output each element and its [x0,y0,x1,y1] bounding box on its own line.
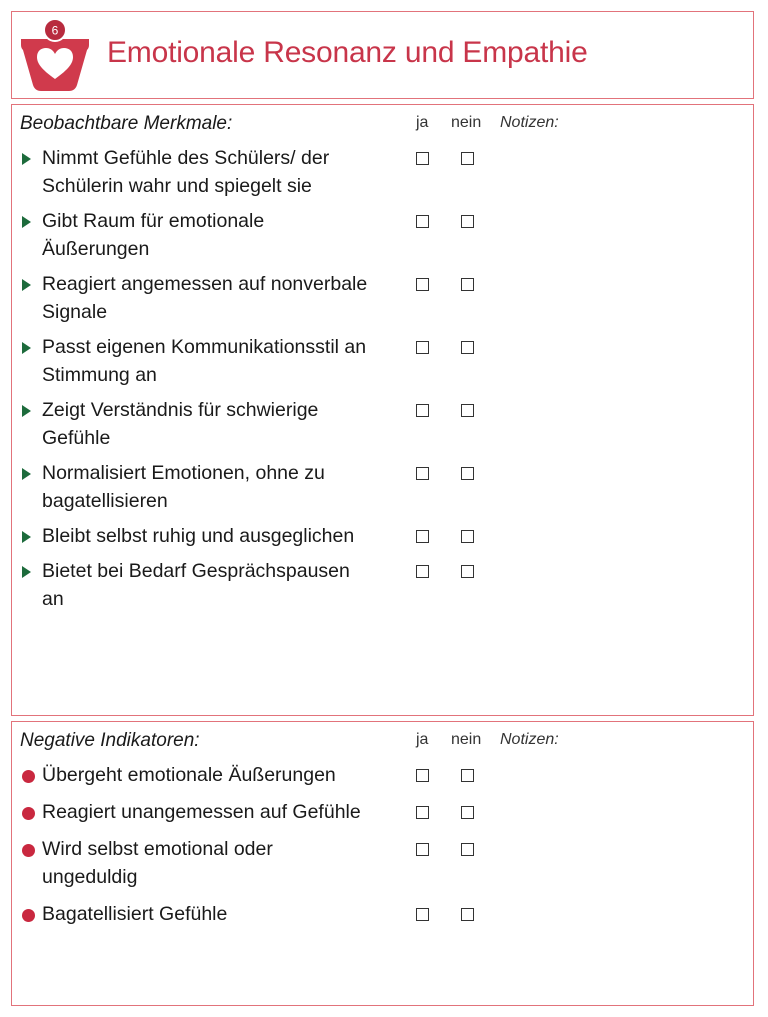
column-ja: ja [416,114,429,131]
no-checkbox[interactable] [461,530,474,543]
list-item-line: Reagiert angemessen auf nonverbale [42,273,368,295]
no-checkbox[interactable] [461,278,474,291]
negative-section-title: Negative Indikatoren: [20,730,200,751]
yes-checkbox[interactable] [416,341,429,354]
yes-checkbox[interactable] [416,404,429,417]
yes-checkbox[interactable] [416,565,429,578]
list-item-line: Passt eigenen Kommunikationsstil an [42,336,367,358]
column-ja: ja [416,731,429,748]
no-checkbox[interactable] [461,565,474,578]
red-dot-icon [22,844,35,857]
column-nein: nein [451,114,482,131]
list-item-text [42,900,227,928]
list-item-text [42,333,366,389]
list-item-text [42,835,273,891]
list-item-text [42,459,325,515]
section-number: 6 [51,23,59,38]
list-item-text [42,144,329,200]
no-checkbox[interactable] [461,152,474,165]
list-item-line: ungeduldig [42,866,138,888]
yes-checkbox[interactable] [416,278,429,291]
yes-checkbox[interactable] [416,908,429,921]
list-item-line: an [42,588,64,610]
list-item-text [42,557,350,613]
no-checkbox[interactable] [461,404,474,417]
list-item-line: Bietet bei Bedarf Gesprächspausen [42,560,350,582]
page-title: Emotionale Resonanz und Empathie [107,36,588,69]
column-nein: nein [451,731,482,748]
no-checkbox[interactable] [461,467,474,480]
no-checkbox[interactable] [461,908,474,921]
yes-checkbox[interactable] [416,530,429,543]
no-checkbox[interactable] [461,215,474,228]
list-item-line: Äußerungen [42,238,150,260]
green-triangle-icon [22,566,31,578]
no-checkbox[interactable] [461,843,474,856]
no-checkbox[interactable] [461,806,474,819]
list-item-text [42,270,367,326]
list-item-line: Übergeht emotionale Äußerungen [42,764,336,786]
green-triangle-icon [22,405,31,417]
list-item-text [42,522,354,550]
green-triangle-icon [22,468,31,480]
yes-checkbox[interactable] [416,467,429,480]
list-item-line: Signale [42,301,108,323]
no-checkbox[interactable] [461,341,474,354]
green-triangle-icon [22,216,31,228]
list-item-line: Normalisiert Emotionen, ohne zu [42,462,325,484]
positive-section-title: Beobachtbare Merkmale: [20,113,233,134]
green-triangle-icon [22,531,31,543]
green-triangle-icon [22,153,31,165]
list-item-line: bagatellisieren [42,490,168,512]
list-item-line: Schülerin wahr und spiegelt sie [42,175,312,197]
list-item-text [42,798,361,826]
list-item-text [42,207,264,263]
red-dot-icon [22,909,35,922]
list-item-line: Nimmt Gefühle des Schülers/ der [42,147,330,169]
red-dot-icon [22,807,35,820]
list-item-line: Bagatellisiert Gefühle [42,903,228,925]
list-item-line: Zeigt Verständnis für schwierige [42,399,319,421]
list-item-line: Bleibt selbst ruhig und ausgeglichen [42,525,355,547]
no-checkbox[interactable] [461,769,474,782]
list-item-line: Reagiert unangemessen auf Gefühle [42,801,361,823]
list-item-line: Stimmung an [42,364,157,386]
list-item-line: Wird selbst emotional oder [42,838,273,860]
yes-checkbox[interactable] [416,806,429,819]
yes-checkbox[interactable] [416,215,429,228]
column-notes: Notizen: [500,731,559,748]
column-notes: Notizen: [500,114,559,131]
yes-checkbox[interactable] [416,152,429,165]
green-triangle-icon [22,342,31,354]
list-item-text [42,396,318,452]
list-item-text [42,761,336,789]
green-triangle-icon [22,279,31,291]
heart-basket-icon [19,17,91,93]
list-item-line: Gibt Raum für emotionale [42,210,265,232]
red-dot-icon [22,770,35,783]
list-item-line: Gefühle [42,427,111,449]
yes-checkbox[interactable] [416,843,429,856]
yes-checkbox[interactable] [416,769,429,782]
